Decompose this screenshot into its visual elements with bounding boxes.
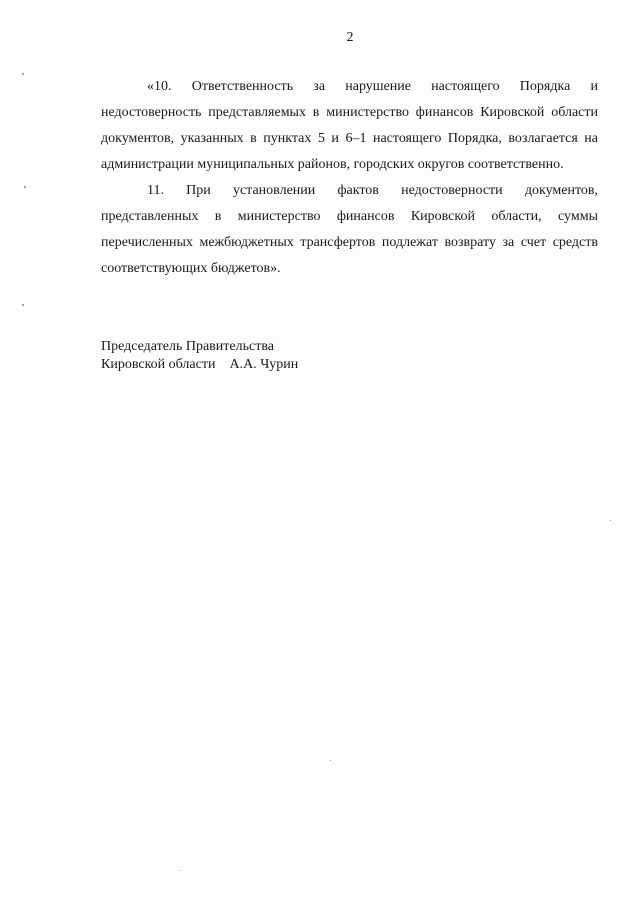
scan-speck xyxy=(24,186,26,188)
document-body xyxy=(101,74,598,282)
signatory-region-line xyxy=(101,356,298,374)
scan-speck xyxy=(22,304,24,306)
scan-speck xyxy=(610,520,611,521)
scan-speck xyxy=(180,870,181,871)
signatory-position: Председатель Правительства xyxy=(101,339,274,354)
scan-speck xyxy=(22,73,24,75)
signatory-name: А.А. Чурин xyxy=(229,357,299,372)
signatory-region: Кировской области xyxy=(101,357,216,372)
page-number: 2 xyxy=(346,30,354,45)
paragraph-10: «10. Ответственность за нарушение настоящего Порядка и недостоверность представляемых в министерство финансов Кировской области документов, указанных в пунктах 5 и 6–1 настоящего Порядка, возлагается на администрации муниципальных районов, городских округов соответственно. xyxy=(101,79,598,172)
signature-block xyxy=(101,338,298,374)
paragraph-11: 11. При установлении фактов недостоверности документов, представленных в министерство финансов Кировской области, суммы перечисленных межбюджетных трансфертов подлежат возврату за счет средств соответствующих бюджетов». xyxy=(101,183,598,276)
scan-speck xyxy=(330,760,331,761)
